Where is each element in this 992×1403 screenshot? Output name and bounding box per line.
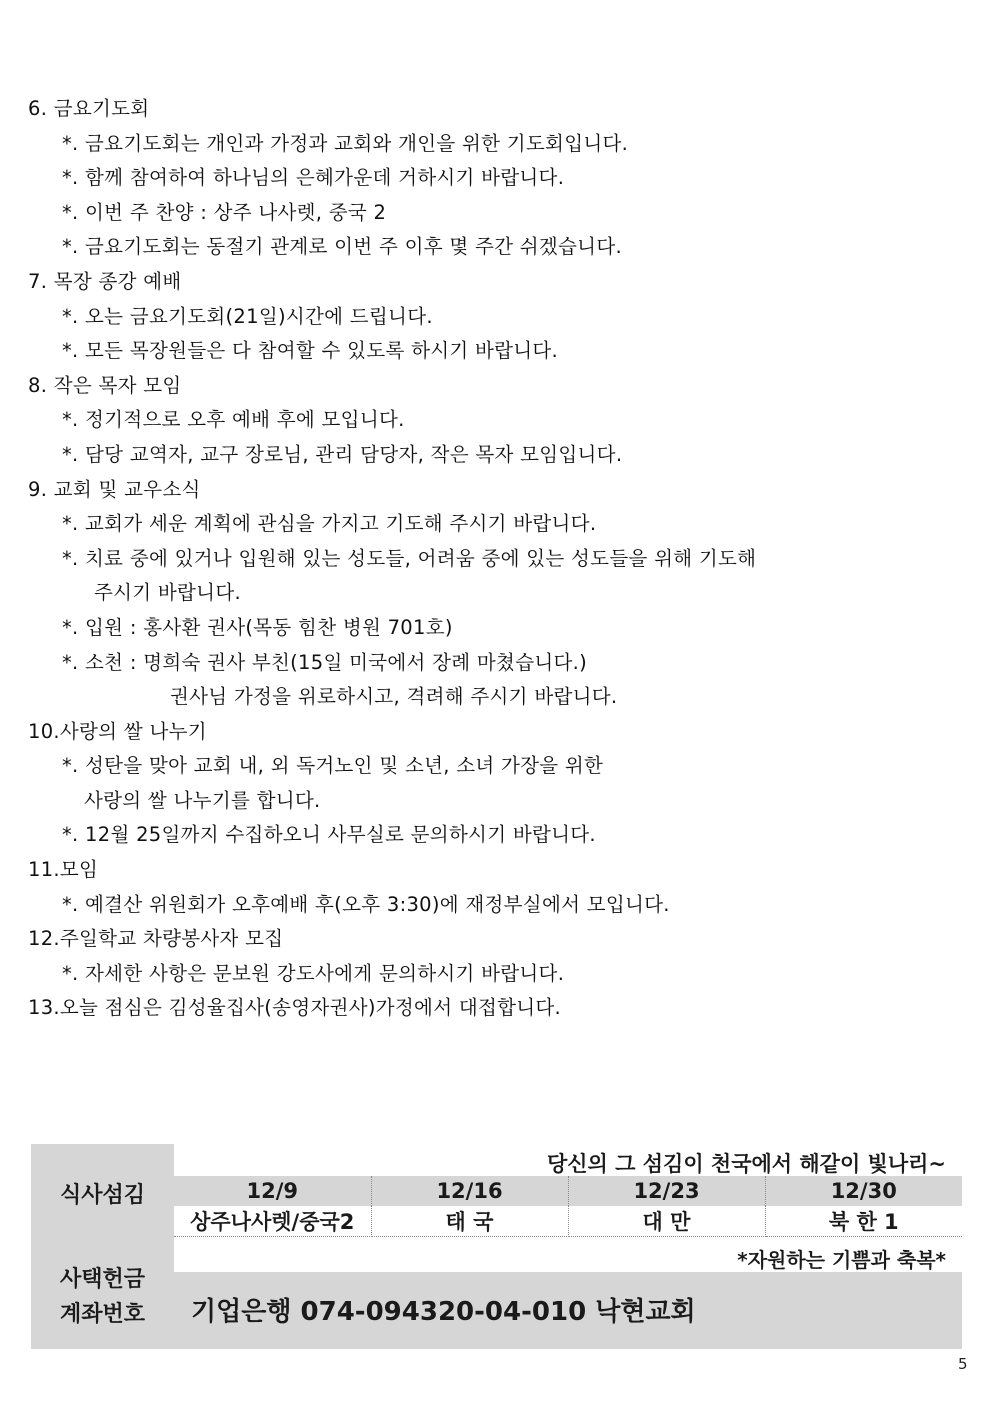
schedule-team: 상주나사렛/중국2 (174, 1206, 371, 1237)
notice-bullet: *. 담당 교역자, 교구 장로님, 관리 담당자, 작은 목자 모임입니다. (62, 442, 623, 466)
account-label: 계좌번호 (59, 1302, 145, 1327)
notice-bullet: *. 소천 : 명희숙 권사 부친(15일 미국에서 장례 마쳤습니다.) (62, 650, 588, 674)
notice-heading: 11.모임 (28, 858, 99, 882)
notice-bullet: *. 자세한 사항은 문보원 강도사에게 문의하시기 바랍니다. (62, 961, 565, 985)
notice-bullet: *. 12월 25일까지 수집하오니 사무실로 문의하시기 바랍니다. (62, 823, 596, 847)
notice-bullet: *. 입원 : 홍사환 권사(목동 힘찬 병원 701호) (62, 615, 453, 639)
notice-heading: 9. 교회 및 교우소식 (28, 477, 201, 501)
notice-heading: 13.오늘 점심은 김성율집사(송영자권사)가정에서 대접합니다. (28, 996, 562, 1020)
account-info: 기업은행 074-094320-04-010 낙현교회 (191, 1297, 696, 1327)
notices-list (28, 92, 958, 1026)
notice-heading: 7. 목장 종강 예배 (28, 269, 182, 293)
notice-heading: 8. 작은 목자 모임 (28, 373, 182, 397)
schedule-team-row (174, 1206, 962, 1237)
schedule-date: 12/16 (371, 1176, 568, 1206)
page-number: 5 (958, 1355, 968, 1373)
notice-bullet: *. 금요기도회는 개인과 가정과 교회와 개인을 위한 기도회입니다. (62, 131, 629, 155)
notice-bullet: *. 교회가 세운 계획에 관심을 가지고 기도해 주시기 바랍니다. (62, 512, 597, 536)
notice-continuation: 사랑의 쌀 나누기를 합니다. (84, 788, 321, 812)
notice-heading: 12.주일학교 차량봉사자 모집 (28, 927, 284, 951)
schedule-team: 태 국 (371, 1206, 568, 1237)
schedule-date: 12/30 (765, 1176, 962, 1206)
offering-label: 사택헌금 (59, 1267, 145, 1292)
notice-bullet: *. 오는 금요기도회(21일)시간에 드립니다. (62, 304, 433, 328)
meal-schedule (174, 1176, 962, 1237)
notice-bullet: *. 치료 중에 있거나 입원해 있는 성도들, 어려움 중에 있는 성도들을 위해 기도해 (62, 546, 757, 570)
notice-bullet: *. 예결산 위원회가 오후예배 후(오후 3:30)에 재정부실에서 모입니다. (62, 892, 670, 916)
notice-bullet: *. 금요기도회는 동절기 관계로 이번 주 이후 몇 주간 쉬겠습니다. (62, 235, 622, 259)
joy-text: *자원하는 기쁨과 축복* (737, 1248, 946, 1272)
schedule-date-row (174, 1176, 962, 1206)
notice-continuation: 주시기 바랍니다. (94, 581, 241, 605)
meal-service-label: 식사섬김 (59, 1183, 145, 1208)
notice-bullet: *. 정기적으로 오후 예배 후에 모입니다. (62, 408, 405, 432)
slogan-text: 당신의 그 섬김이 천국에서 해같이 빛나리~ (546, 1152, 946, 1176)
notice-bullet: *. 이번 주 찬양 : 상주 나사렛, 중국 2 (62, 200, 387, 224)
notice-heading: 6. 금요기도회 (28, 97, 150, 120)
notice-heading: 10.사랑의 쌀 나누기 (28, 719, 207, 743)
notice-continuation: 권사님 가정을 위로하시고, 격려해 주시기 바랍니다. (170, 685, 618, 709)
schedule-table (174, 1176, 962, 1237)
schedule-date: 12/23 (568, 1176, 765, 1206)
schedule-date: 12/9 (174, 1176, 371, 1206)
schedule-team: 대 만 (568, 1206, 765, 1237)
footer-box (31, 1144, 962, 1349)
schedule-team: 북 한 1 (765, 1206, 962, 1237)
notice-bullet: *. 성탄을 맞아 교회 내, 외 독거노인 및 소년, 소녀 가장을 위한 (62, 754, 604, 778)
notice-bullet: *. 모든 목장원들은 다 참여할 수 있도록 하시기 바랍니다. (62, 339, 559, 363)
notice-bullet: *. 함께 참여하여 하나님의 은혜가운데 거하시기 바랍니다. (62, 166, 565, 190)
